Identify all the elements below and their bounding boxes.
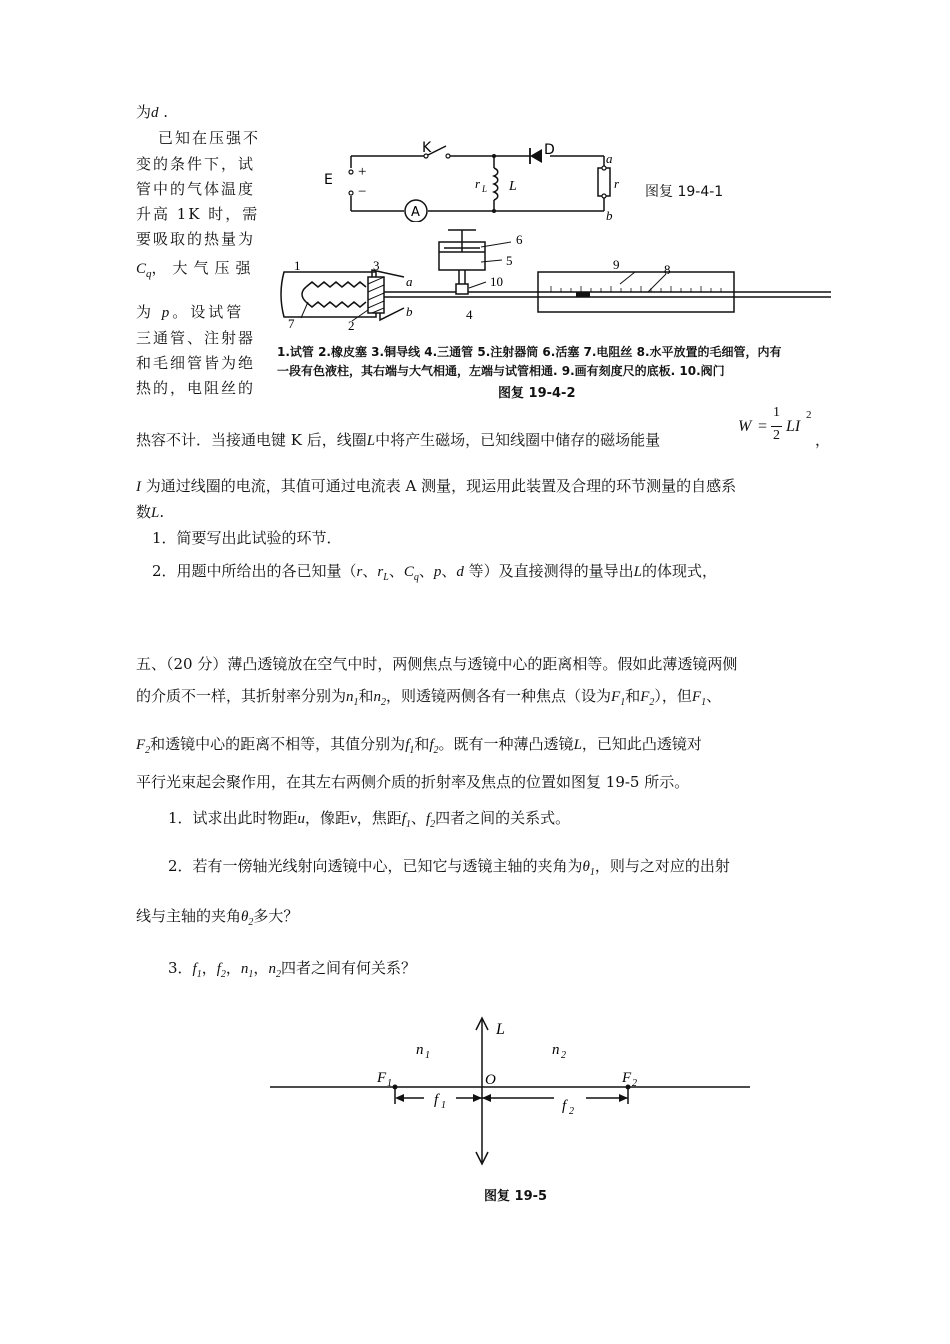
line-7: 为 p。设试管 <box>136 303 245 321</box>
svg-text:2: 2 <box>632 1078 637 1089</box>
line-13: 数L. <box>136 503 165 521</box>
line-11: 热容不计．当接通电键 K 后，线圈L中将产生磁场，已知线圈中储存的磁场能量 <box>136 431 661 449</box>
svg-text:O: O <box>485 1072 496 1088</box>
s5-question-1: 1．试求出此时物距u，像距v，焦距$f_1$、$f_2$四者之间的关系式。 <box>168 809 571 830</box>
svg-text:K: K <box>422 140 432 156</box>
svg-text:L: L <box>482 184 488 194</box>
svg-text:3: 3 <box>373 258 380 273</box>
svg-text:f: f <box>434 1092 439 1108</box>
svg-text:2: 2 <box>561 1050 566 1061</box>
s5-line-3: $F_2$和透镜中心的距离不相等，其值分别为$f_1$和$f_2$。既有一种薄凸透镜L，已知此凸透镜对 <box>136 735 702 756</box>
svg-text:10: 10 <box>490 274 503 289</box>
svg-text:9: 9 <box>613 257 620 272</box>
svg-text:1: 1 <box>441 1100 446 1111</box>
formula-comma: ， <box>815 431 831 449</box>
svg-text:b: b <box>406 304 413 319</box>
s5-line-2: 的介质不一样，其折射率分别为$n_1$和$n_2$，则透镜两侧各有一种焦点（设为$F_1$和$F_2$），但$F_1$、 <box>136 687 722 708</box>
lens-figure <box>264 1012 756 1174</box>
svg-text:1: 1 <box>425 1050 430 1061</box>
line-5: 要吸取的热量为 <box>136 230 256 248</box>
svg-text:a: a <box>406 274 413 289</box>
energy-formula: W = 1 2 LI 2 <box>738 405 812 443</box>
svg-text:+: + <box>358 164 367 180</box>
s5-question-2-cont: 线与主轴的夹角$\theta_2$多大？ <box>136 907 299 928</box>
svg-text:n: n <box>416 1042 424 1058</box>
s5-question-2: 2．若有一傍轴光线射向透镜中心，已知它与透镜主轴的夹角为$\theta_1$，则与之对应的出射 <box>168 857 730 878</box>
svg-text:−: − <box>358 184 367 200</box>
line-4: 升高 1K 时，需 <box>136 205 260 223</box>
line-10: 热的，电阻丝的 <box>136 379 256 397</box>
line-3: 管中的气体温度 <box>136 180 256 198</box>
svg-text:1: 1 <box>294 258 301 273</box>
svg-text:A: A <box>411 205 420 220</box>
line-1: 已知在压强不 <box>158 129 261 147</box>
svg-text:4: 4 <box>466 307 473 322</box>
svg-text:2: 2 <box>348 318 355 333</box>
s5-question-3: 3．$f_1$，$f_2$，$n_1$，$n_2$四者之间有何关系？ <box>168 959 416 980</box>
line-6: $C_q$，大气压强 <box>136 259 257 280</box>
caption-19-5: 图复 19-5 <box>484 1189 548 1204</box>
svg-text:E: E <box>324 172 333 188</box>
svg-text:7: 7 <box>288 316 295 331</box>
svg-text:D: D <box>544 142 555 158</box>
caption-19-4-1: 图复 19-4-1 <box>645 184 724 200</box>
svg-text:1: 1 <box>387 1078 392 1089</box>
line-8: 三通管、注射器 <box>136 329 256 347</box>
svg-text:2: 2 <box>569 1106 574 1117</box>
svg-text:5: 5 <box>506 253 513 268</box>
question-4-2: 2．用题中所给出的各已知量（r、$r_L$、$C_q$、p、d 等）及直接测得的量导出L的体现式， <box>152 562 718 583</box>
s5-line-1: 五、（20 分）薄凸透镜放在空气中时，两侧焦点与透镜中心的距离相等。假如此薄透镜两侧 <box>136 655 738 673</box>
focus-f1-point <box>393 1085 398 1090</box>
svg-text:F: F <box>377 1070 387 1086</box>
svg-text:L: L <box>509 179 517 194</box>
line-2: 变的条件下，试 <box>136 155 256 173</box>
svg-text:n: n <box>552 1042 560 1058</box>
svg-text:b: b <box>606 208 613 222</box>
s5-line-4: 平行光束起会聚作用，在其左右两侧介质的折射率及焦点的位置如图复 19-5 所示。 <box>136 773 690 791</box>
svg-text:8: 8 <box>664 262 671 277</box>
svg-text:r: r <box>475 176 481 191</box>
svg-text:F: F <box>622 1070 632 1086</box>
apparatus-legend-1: 1.试管 2.橡皮塞 3.铜导线 4.三通管 5.注射器筒 6.活塞 7.电阻丝 8.水平放置的毛细管，内有 <box>277 345 782 359</box>
line-0: 为d . <box>136 103 169 121</box>
question-4-1: 1．简要写出此试验的环节． <box>152 529 342 547</box>
caption-19-4-2: 图复 19-4-2 <box>498 386 576 401</box>
svg-text:f: f <box>562 1098 567 1114</box>
apparatus-legend-2: 一段有色液柱，其右端与大气相通，左端与试管相通. 9.画有刻度尺的底板. 10.阀门 <box>277 364 725 378</box>
line-12: I 为通过线圈的电流，其值可通过电流表 A 测量，现运用此装置及合理的环节测量的自感系 <box>136 477 737 495</box>
apparatus-figure <box>276 222 846 342</box>
svg-text:a: a <box>606 151 613 166</box>
svg-text:r: r <box>614 176 620 191</box>
line-9: 和毛细管皆为绝 <box>136 354 256 372</box>
svg-text:6: 6 <box>516 232 523 247</box>
svg-text:L: L <box>496 1021 505 1038</box>
